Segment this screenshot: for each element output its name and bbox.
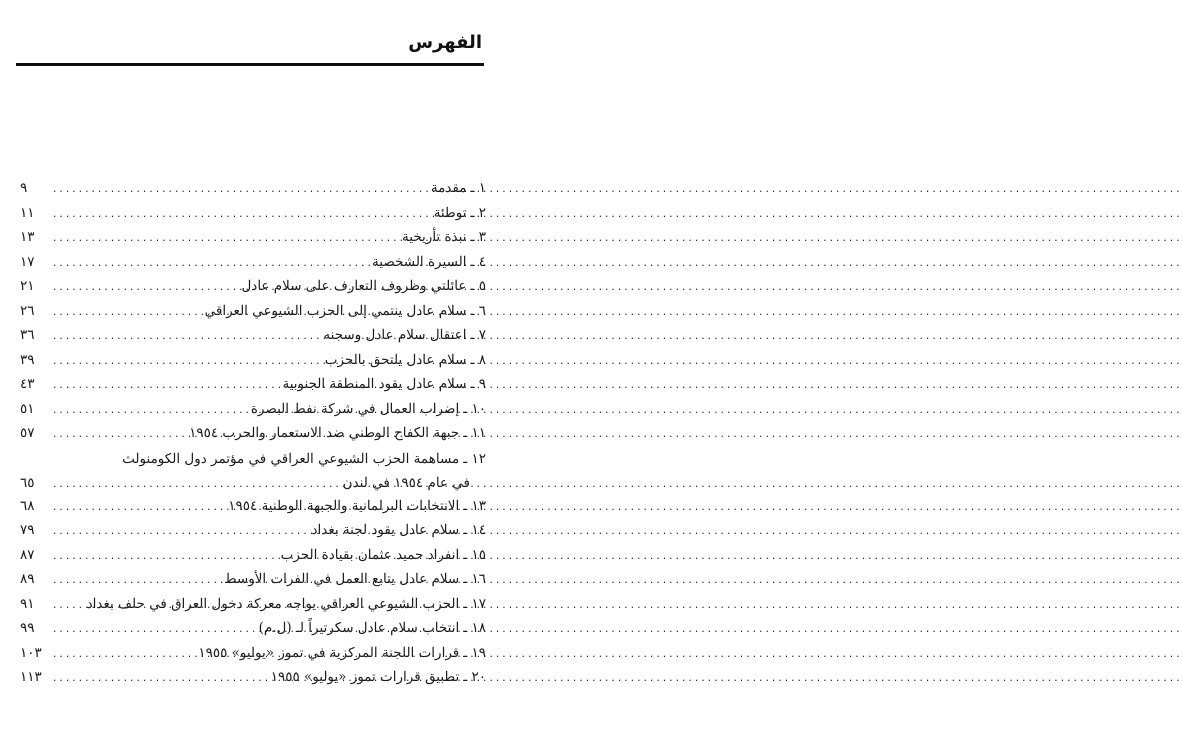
toc-entry	[20, 567, 486, 592]
toc-entry-title: السيرة الشخصية	[372, 253, 467, 270]
dot-leader	[52, 545, 275, 570]
dot-leader	[52, 325, 317, 350]
toc-entry-number: ٢ ـ	[470, 204, 486, 221]
dot-leader	[52, 178, 425, 203]
toc-entry-number: ١٤ ـ	[463, 522, 486, 538]
toc-entry-title: انتخاب سلام عادل سكرتيراً لـ (ل.م)	[258, 620, 460, 636]
dot-leader	[52, 203, 428, 228]
toc-entry-page: ٦٥	[20, 474, 35, 491]
toc-entry-page: ١١	[20, 204, 35, 221]
dot-leader	[52, 399, 245, 424]
toc-entry-number: ١٣ ـ	[463, 497, 486, 514]
dot-leader	[52, 618, 253, 643]
toc-entry-page: ٦٨	[20, 497, 35, 514]
toc-entry	[20, 348, 486, 373]
toc-entry-number: ١٨ ـ	[463, 620, 486, 636]
toc-entry-page: ١٠٣	[20, 644, 42, 661]
toc-entry-title-continuation: في عام ١٩٥٤ في لندن	[342, 474, 470, 491]
toc-entry	[20, 494, 486, 519]
dot-leader	[52, 520, 306, 545]
toc-entry	[20, 250, 486, 275]
toc-entry	[20, 518, 486, 543]
toc-entry-number: ٢٠ ـ	[463, 669, 486, 685]
toc-entry	[20, 421, 486, 446]
toc-entry	[20, 176, 486, 201]
toc-entry-number: ١٧ ـ	[463, 595, 486, 612]
toc-entry-page: ١٧	[20, 253, 35, 270]
toc-entry	[20, 274, 486, 299]
toc-entry-number: ٩ ـ	[470, 376, 486, 392]
toc-entry	[20, 225, 486, 250]
toc-entry-page: ١١٣	[20, 669, 42, 685]
dot-leader	[52, 474, 337, 496]
toc-entry	[20, 641, 486, 666]
toc-entry-number: ٧ ـ	[470, 327, 486, 343]
toc-entry-title: سلام عادل يتابع العمل في الفرات الأوسط	[224, 571, 460, 587]
toc-entry-page: ١٣	[20, 229, 35, 245]
dot-leader	[52, 374, 276, 399]
toc-entry	[20, 372, 486, 397]
toc-entry-page: ٩١	[20, 595, 35, 612]
toc-entry	[20, 665, 486, 690]
toc-entry-title: سلام عادل يقود لجنة بغداد	[311, 522, 460, 538]
dot-leader	[52, 276, 236, 301]
header-rule	[16, 63, 484, 66]
toc-entry-title: سلام عادل ينتمي إلى الحزب الشيوعي العراقي	[204, 302, 467, 319]
toc-entry-page: ٣٦	[20, 327, 35, 343]
book-page	[0, 0, 500, 753]
toc-entry-title: مقدمة	[430, 180, 467, 196]
toc-entry-number: ١١ ـ	[463, 425, 486, 441]
toc-entry-page: ٣٩	[20, 351, 35, 368]
toc-entry	[20, 543, 486, 568]
toc-entry-title: عائلتي وظروف التعارف على سلام عادل	[241, 278, 467, 294]
toc-entry-page: ٨٩	[20, 571, 35, 587]
toc-entry	[20, 323, 486, 348]
toc-entry	[20, 592, 486, 617]
dot-leader	[52, 496, 222, 521]
toc-entry-number: ١٠ ـ	[463, 400, 486, 417]
toc-entry-continuation	[20, 472, 486, 494]
toc-entry-number: ١٥ ـ	[463, 546, 486, 563]
dot-leader	[52, 667, 265, 692]
toc-entry-number: ٨ ـ	[470, 351, 486, 368]
toc-entry-page: ٤٣	[20, 376, 35, 392]
toc-entry-title: توطئة	[433, 204, 467, 221]
toc-entry-number: ١٦ ـ	[463, 571, 486, 587]
dot-leader	[52, 227, 396, 252]
toc-entry-number: ١ ـ	[470, 180, 486, 196]
toc-entry-title: الانتخابات البرلمانية والجبهة الوطنية ١٩٥٤	[228, 497, 460, 514]
dot-leader	[52, 594, 81, 619]
dot-leader	[52, 643, 192, 668]
toc-entry-number: ١٩ ـ	[463, 644, 486, 661]
toc-entry-page: ٥١	[20, 400, 35, 417]
toc-entry	[20, 201, 486, 226]
toc-entry-title: اعتقال سلام عادل وسجنه	[323, 327, 467, 343]
toc-entry-number: ٥ ـ	[470, 278, 486, 294]
toc-entry-page: ٢٦	[20, 302, 35, 319]
toc-entry-page: ٩	[20, 180, 28, 196]
toc-entry-title: قرارات اللجنة المركزية في تموز «يوليو» ١٩٥٥	[198, 644, 460, 661]
dot-leader	[52, 252, 366, 277]
dot-leader	[52, 569, 218, 594]
toc-entry-title: سلام عادل يلتحق بالحزب	[324, 351, 467, 368]
toc-entry-number: ٣ ـ	[470, 229, 486, 245]
toc-entry-title: تطبيق قرارات تموز «يوليو» ١٩٥٥	[270, 669, 460, 685]
toc-entry-title: جبهة الكفاح الوطني ضد الاستعمار والحرب ١٩٥٤	[189, 425, 460, 441]
toc-entry-page: ٥٧	[20, 425, 35, 441]
page-title: الفهرس	[408, 32, 482, 53]
toc-entry	[20, 616, 486, 641]
toc-entry-title: إضراب العمال في شركة نفط البصرة	[250, 400, 460, 417]
toc-entry-number: ٤ ـ	[470, 253, 486, 270]
dot-leader	[52, 301, 199, 326]
toc-entry-title: سلام عادل يقود المنطقة الجنوبية	[282, 376, 467, 392]
toc-entry-number: ١٢ ـ	[463, 450, 486, 467]
toc-entry-title: انفراد حميد عثمان بقيادة الحزب	[280, 546, 460, 563]
toc-entry-title: مساهمة الحزب الشيوعي العراقي في مؤتمر دول الكومنولث	[122, 450, 460, 467]
toc-entry-title: نبذة تأريخية	[402, 229, 467, 245]
toc-entry-number: ٦ ـ	[470, 302, 486, 319]
toc-entry	[20, 397, 486, 422]
toc-entry-page: ٩٩	[20, 620, 35, 636]
dot-leader	[52, 350, 319, 375]
toc-entry-page: ٧٩	[20, 522, 35, 538]
table-of-contents	[20, 176, 486, 690]
dot-leader	[52, 423, 183, 448]
toc-entry-page: ٨٧	[20, 546, 35, 563]
toc-entry	[20, 299, 486, 324]
toc-entry-title: الحزب الشيوعي العراقي يواجه معركة دخول العراق في حلف بغداد	[86, 595, 460, 612]
toc-entry	[20, 446, 486, 472]
toc-entry-page: ٢١	[20, 278, 35, 294]
